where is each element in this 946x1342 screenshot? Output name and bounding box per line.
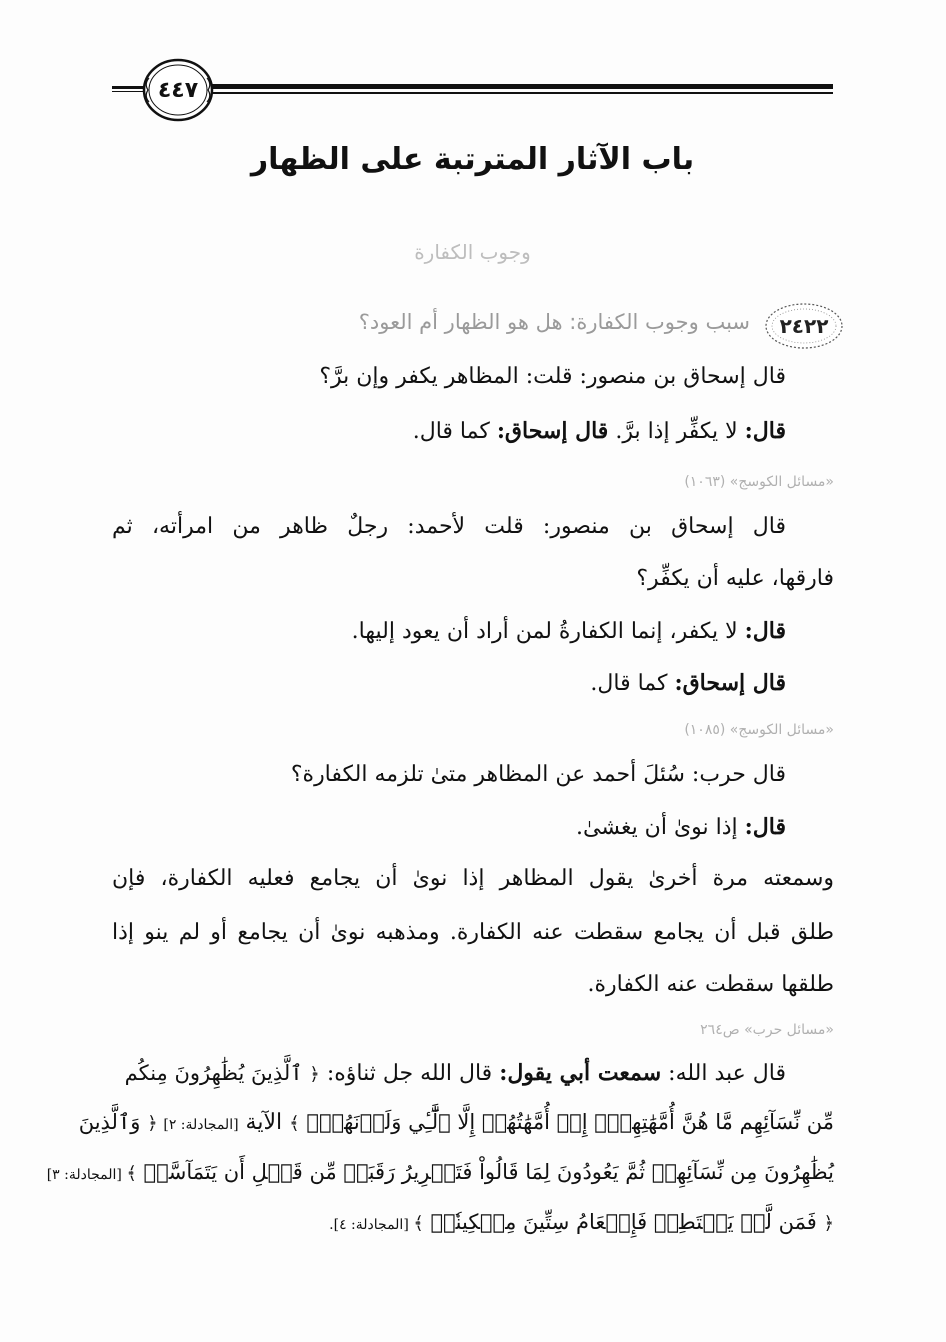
quran-bracket-open-icon: ﴿ bbox=[147, 1113, 164, 1134]
issue-number-badge bbox=[762, 300, 846, 352]
quran-bracket-close-icon: ﴾ bbox=[126, 1163, 137, 1184]
quran-verse: وَٱلَّذِينَ bbox=[78, 1110, 148, 1134]
text-line bbox=[329, 1210, 834, 1236]
page-number: ٤٤٧ bbox=[157, 77, 199, 103]
text-line: طلقها سقطت عنه الكفارة. bbox=[587, 972, 834, 997]
text-line: قال حرب: سُئلَ أحمد عن المظاهر متىٰ تلزمه الكفارة؟ bbox=[290, 762, 786, 787]
quran-bracket-open-icon: ﴿ bbox=[823, 1213, 834, 1234]
verse-reference: [المجادلة: ٤]. bbox=[329, 1217, 414, 1233]
text-line: قال عبد الله: سمعت أبي يقول: قال الله جل ثناؤه: ﴿ ٱلَّذِينَ يُظَٰهِرُونَ مِنكُم bbox=[124, 1060, 786, 1086]
text-line: وسمعته مرة أخرىٰ يقول المظاهر إذا نوىٰ أن يجامع فعليه الكفارة، فإن bbox=[112, 866, 834, 891]
text-line: قال: إذا نوىٰ أن يغشىٰ. bbox=[576, 814, 786, 840]
source-citation: «مسائل الكوسج» (١٠٦٣) bbox=[684, 474, 834, 490]
quran-verse: فَمَن لَّمۡ يَسۡتَطِعۡ فَإِطۡعَامُ سِتِّينَ مِسۡكِينٗاۚ bbox=[423, 1210, 824, 1234]
text-line bbox=[46, 1160, 834, 1186]
quran-bracket-open-icon: ﴿ bbox=[309, 1064, 320, 1085]
text-line: قال: لا يكفِّر إذا برَّ. قال إسحاق: كما قال. bbox=[412, 418, 786, 444]
quran-bracket-close-icon: ﴾ bbox=[289, 1113, 300, 1134]
chapter-title: باب الآثار المترتبة على الظهار bbox=[250, 142, 695, 177]
issue-number: ٢٤٢٢ bbox=[779, 314, 829, 338]
text-line: فارقها، عليه أن يكفِّر؟ bbox=[636, 566, 834, 591]
text-line: قال إسحاق بن منصور: قلت لأحمد: رجلٌ ظاهر من امرأته، ثم bbox=[112, 514, 786, 539]
source-citation: «مسائل الكوسج» (١٠٨٥) bbox=[684, 722, 834, 738]
quran-verse: مِّن نِّسَآئِهِم مَّا هُنَّ أُمَّهَٰتِهِمۡۖ إِنۡ أُمَّهَٰتُهُمۡ إِلَّا ٱلَّٰٓـِٔي وَلَدۡنَهُمۡۚ bbox=[299, 1110, 834, 1134]
verse-reference: [المجادلة: ٢] bbox=[163, 1117, 239, 1133]
quran-verse: ٱلَّذِينَ يُظَٰهِرُونَ مِنكُم bbox=[124, 1061, 310, 1085]
section-heading: وجوب الكفارة bbox=[414, 240, 531, 264]
text-line: مِّن نِّسَآئِهِم مَّا هُنَّ أُمَّهَٰتِهِمۡۖ إِنۡ أُمَّهَٰتُهُمۡ إِلَّا ٱلَّٰٓـِٔي وَلَدۡنَهُمۡۚ ﴾ الآية [المجادلة: ٢] ﴿ وَٱلَّذِينَ bbox=[78, 1110, 834, 1135]
text-line: قال إسحاق بن منصور: قلت: المظاهر يكفر وإن برَّ؟ bbox=[319, 364, 786, 389]
text-line: قال إسحاق: كما قال. bbox=[590, 670, 786, 696]
page-number-badge bbox=[140, 56, 216, 124]
text-line: طلق قبل أن يجامع سقطت عنه الكفارة. ومذهبه نوىٰ أن يجامع أو لم ينو إذا bbox=[112, 920, 834, 945]
quran-verse: يُظَٰهِرُونَ مِن نِّسَآئِهِمۡ ثُمَّ يَعُودُونَ لِمَا قَالُواْ فَتَحۡرِيرُ رَقَبَةٖ مِّن قَبۡلِ أَن يَتَمَآسَّاۚ bbox=[136, 1160, 834, 1184]
text-line: قال: لا يكفر، إنما الكفارةُ لمن أراد أن يعود إليها. bbox=[351, 618, 786, 644]
issue-title: سبب وجوب الكفارة: هل هو الظهار أم العود؟ bbox=[358, 310, 750, 334]
header-rule bbox=[208, 82, 833, 96]
source-citation: «مسائل حرب» ص٢٦٤ bbox=[700, 1022, 834, 1038]
verse-reference: [المجادلة: ٣] bbox=[46, 1167, 127, 1183]
quran-bracket-close-icon: ﴾ bbox=[413, 1213, 424, 1234]
